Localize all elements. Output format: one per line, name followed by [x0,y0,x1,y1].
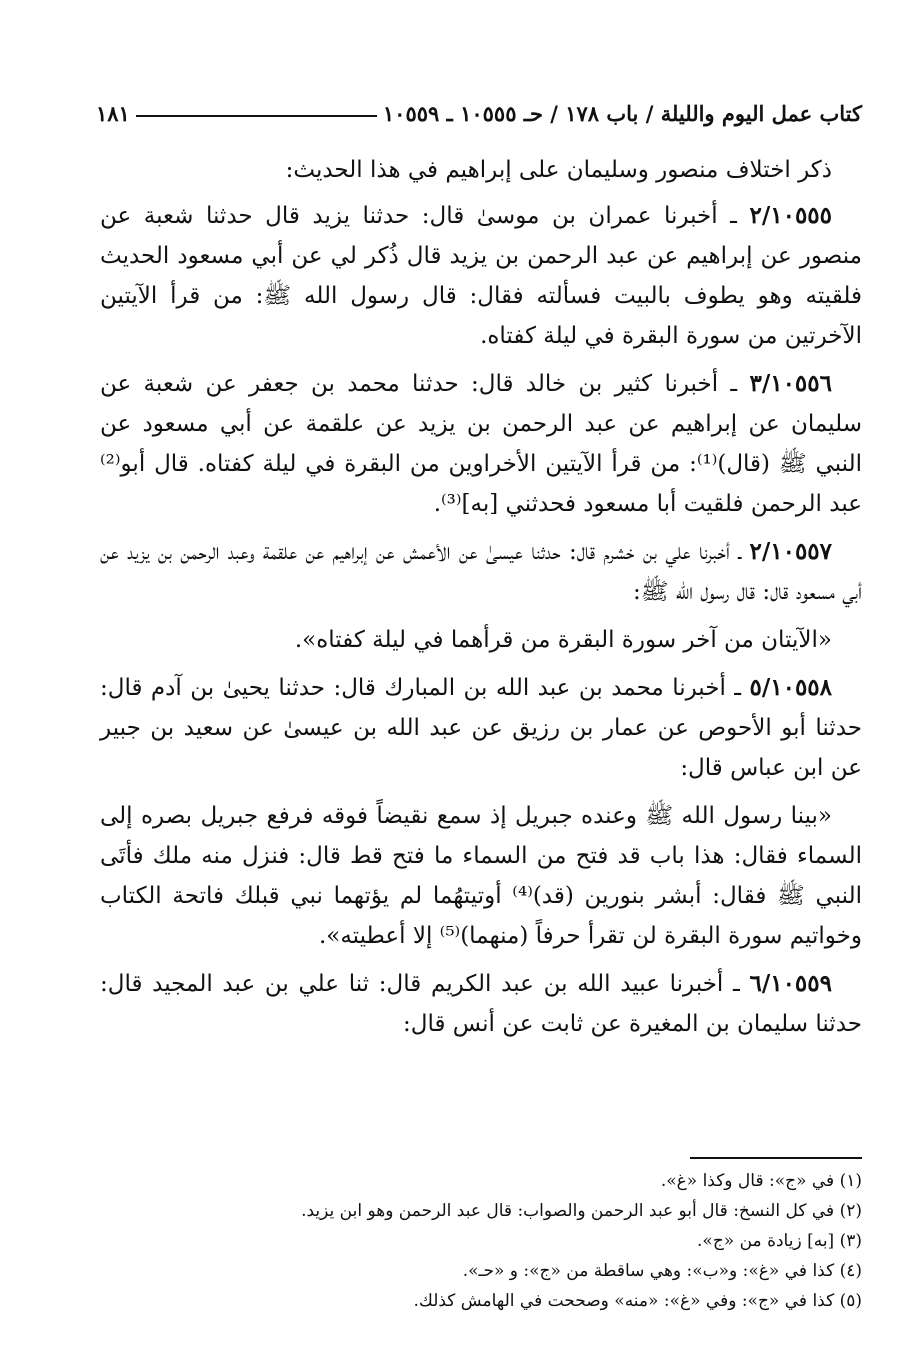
hadith-text: ـ أخبرنا عبيد الله بن عبد الكريم قال: ثنا علي بن عبد المجيد قال: حدثنا سليمان بن المغيرة عن ثابت عن أنس قال: [100,971,862,1037]
footnote-separator [690,1157,862,1159]
running-header [96,92,862,126]
page-number: ١٨١ [96,101,130,126]
hadith-paragraph [100,668,862,788]
hadith-number: ٢/١٠٥٥٥ [749,202,833,229]
hadith-quote: «الآيتان من آخر سورة البقرة من قرأهما في ليلة كفتاه». [294,627,832,653]
hadith-paragraph [100,196,862,356]
footnote: (٢) في كل النسخ: قال أبو عبد الرحمن والصواب: قال عبد الرحمن وهو ابن يزيد. [301,1201,862,1221]
footnote: (٤) كذا في «غ»: و«ب»: وهي ساقطة من «ج»: و «حـ». [462,1261,862,1281]
footnote: (٣) [به] زيادة من «ج». [697,1231,862,1251]
hadith-paragraph [100,532,862,612]
hadith-text: ـ أخبرنا محمد بن عبد الله بن المبارك قال: حدثنا يحيىٰ بن آدم قال: حدثنا أبو الأحوص عن عمار بن رزيق عن عبد الله بن عيسىٰ عن سعيد بن جبير عن ابن عباس قال: [100,675,862,781]
hadith-paragraph [100,964,862,1044]
hadith-number: ٥/١٠٥٥٨ [749,674,833,701]
hadith-number: ٦/١٠٥٥٩ [749,970,832,997]
hadith-number: ٢/١٠٥٥٧ [749,538,833,565]
hadith-quote: «بينا رسول الله ﷺ وعنده جبريل إذ سمع نقيضاً فوقه فرفع جبريل بصره إلى السماء فقال: هذا باب قد فتح من السماء ما فتح قط قال: فنزل منه ملك فأتَى النبي ﷺ فقال: أبشر بنورين (قد)⁽⁴⁾ أوتيتهُما لم يؤتهما نبي قبلك فاتحة الكتاب وخواتيم سورة البقرة لن تقرأ حرفاً (منهما)⁽⁵⁾ إلا أعطيته». [100,803,862,949]
header-title: كتاب عمل اليوم والليلة / باب ١٧٨ / حـ ١٠٥٥٥ ـ ١٠٥٥٩ [382,101,862,126]
hadith-text: ـ أخبرنا علي بن خشرم قال: حدثنا عيسىٰ عن الأعمش عن إبراهيم عن علقمة وعبد الرحمن بن يزيد عن أبي مسعود قال: قال رسول الله ﷺ: [100,539,862,605]
footnote: (١) في «ج»: قال وكذا «غ». [660,1171,862,1191]
main-text [100,150,862,1052]
hadith-paragraph [100,364,862,524]
header-rule [136,115,377,117]
hadith-number: ٣/١٠٥٥٦ [749,370,832,397]
footnote: (٥) كذا في «ج»: وفي «غ»: «منه» وصححت في الهامش كذلك. [413,1291,862,1311]
section-intro: ذكر اختلاف منصور وسليمان على إبراهيم في هذا الحديث: [285,157,832,183]
hadith-text: ـ أخبرنا عمران بن موسىٰ قال: حدثنا يزيد قال حدثنا شعبة عن منصور عن إبراهيم عن عبد الرحمن بن يزيد قال ذُكر لي عن أبي مسعود الحديث فلقيته وهو يطوف بالبيت فسألته فقال: قال رسول الله ﷺ: من قرأ الآيتين الآخرتين من سورة البقرة في ليلة كفتاه. [100,203,862,349]
footnotes [240,1166,862,1316]
hadith-text: ـ أخبرنا كثير بن خالد قال: حدثنا محمد بن جعفر عن شعبة عن سليمان عن إبراهيم عن عبد الرحمن بن يزيد عن علقمة عن أبي مسعود عن النبي ﷺ (قال)⁽¹⁾: من قرأ الآيتين الأخراوين من البقرة في ليلة كفتاه. قال أبو⁽²⁾ عبد الرحمن فلقيت أبا مسعود فحدثني [به]⁽³⁾. [100,371,862,517]
